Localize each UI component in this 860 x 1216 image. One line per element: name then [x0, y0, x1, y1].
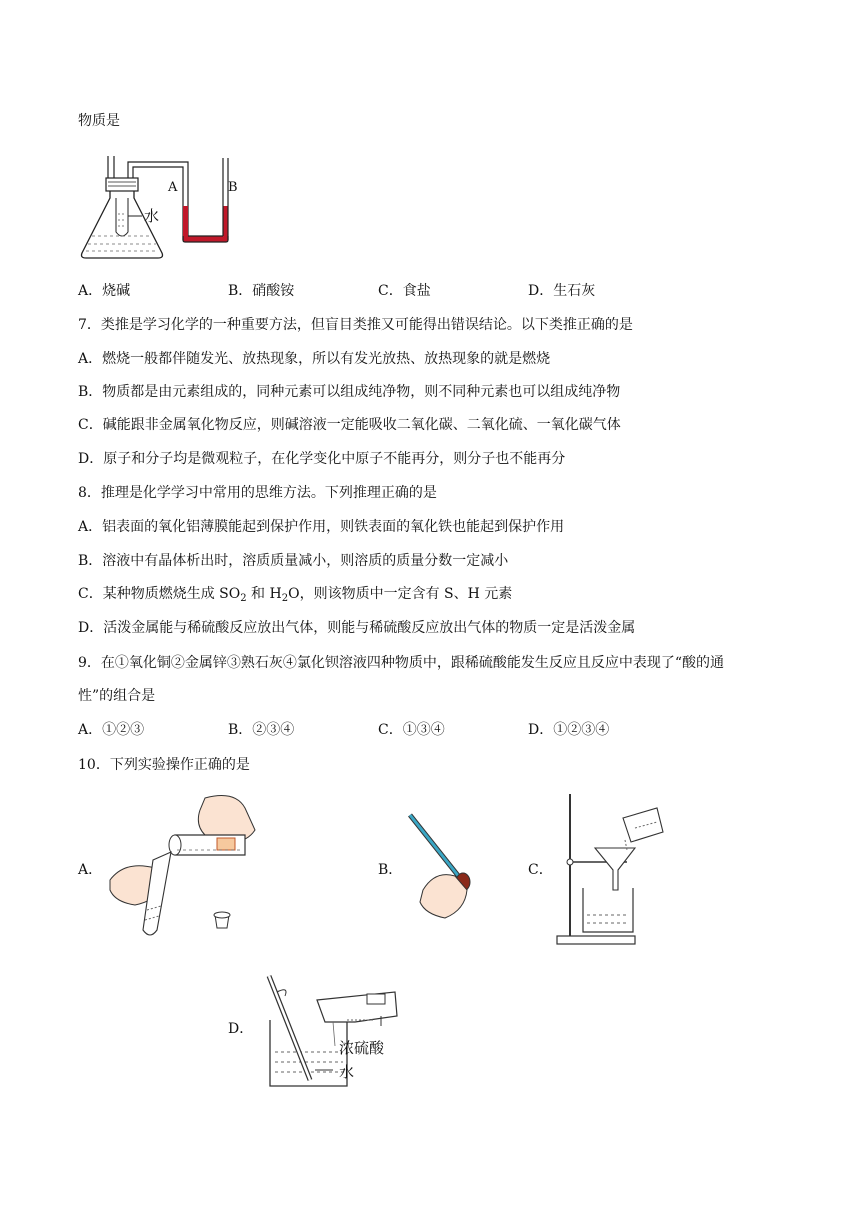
- q8-option-b: B．溶液中有晶体析出时，溶质质量减小，则溶质的质量分数一定减小: [78, 553, 509, 569]
- q10-label-c: C．: [528, 862, 553, 878]
- water-label-d: 水: [339, 1063, 355, 1081]
- q9-option-d: D．①②③④: [528, 722, 610, 738]
- q9-stem-line2: 性”的组合是: [78, 688, 156, 704]
- q9-stem-line1: 9．在①氧化铜②金属锌③熟石灰④氯化钡溶液四种物质中，跟稀硫酸能发生反应且反应中表现了“酸的通: [78, 655, 725, 671]
- q8-option-c: C．某种物质燃烧生成 $SO_2$ 和 $H_2O$，则该物质中一定含有 S、H 元素: [78, 586, 513, 604]
- u-tube-label-a: A: [168, 180, 178, 195]
- q8-stem: 8．推理是化学学习中常用的思维方法。下列推理正确的是: [78, 485, 437, 501]
- q9-option-c: C．①③④: [378, 722, 445, 738]
- q6-option-c: C．食盐: [378, 283, 431, 299]
- q10-label-a: A．: [78, 862, 103, 878]
- q6-option-b: B．硝酸铵: [228, 283, 295, 299]
- q6-apparatus-figure: [78, 148, 278, 263]
- acid-label: 浓硫酸: [339, 1039, 385, 1057]
- q10-stem: 10．下列实验操作正确的是: [78, 757, 250, 773]
- q6-option-d: D．生石灰: [528, 283, 596, 299]
- water-label: 水: [144, 207, 160, 225]
- q9-option-b: B．②③④: [228, 722, 295, 738]
- q6-stem-tail: 物质是: [78, 113, 120, 129]
- q8-option-d: D．活泼金属能与稀硫酸反应放出气体，则能与稀硫酸反应放出气体的物质一定是活泼金属: [78, 620, 636, 636]
- q7-option-d: D．原子和分子均是微观粒子，在化学变化中原子不能再分，则分子也不能再分: [78, 451, 566, 467]
- q10-figure-c-filtration: [555, 790, 670, 950]
- u-tube-label-b: B: [228, 180, 238, 195]
- q7-option-a: A．燃烧一般都伴随发光、放热现象，所以有发光放热、放热现象的就是燃烧: [78, 351, 551, 367]
- q7-stem: 7．类推是学习化学的一种重要方法，但盲目类推又可能得出错误结论。以下类推正确的是: [78, 317, 633, 333]
- q10-figure-a-pouring: [105, 790, 265, 940]
- q8-option-a: A．铝表面的氧化铝薄膜能起到保护作用，则铁表面的氧化铁也能起到保护作用: [78, 519, 565, 535]
- q7-option-b: B．物质都是由元素组成的，同种元素可以组成纯净物，则不同种元素也可以组成纯净物: [78, 384, 621, 400]
- q10-figure-d-dilution: [255, 970, 415, 1090]
- q9-option-a: A．①②③: [78, 722, 145, 738]
- q7-option-c: C．碱能跟非金属氧化物反应，则碱溶液一定能吸收二氧化碳、二氧化硫、一氧化碳气体: [78, 417, 621, 433]
- q10-label-b: B．: [378, 862, 403, 878]
- q6-option-a: A．烧碱: [78, 283, 131, 299]
- q10-label-d: D．: [228, 1021, 254, 1037]
- q10-figure-b-dropper: [405, 810, 485, 920]
